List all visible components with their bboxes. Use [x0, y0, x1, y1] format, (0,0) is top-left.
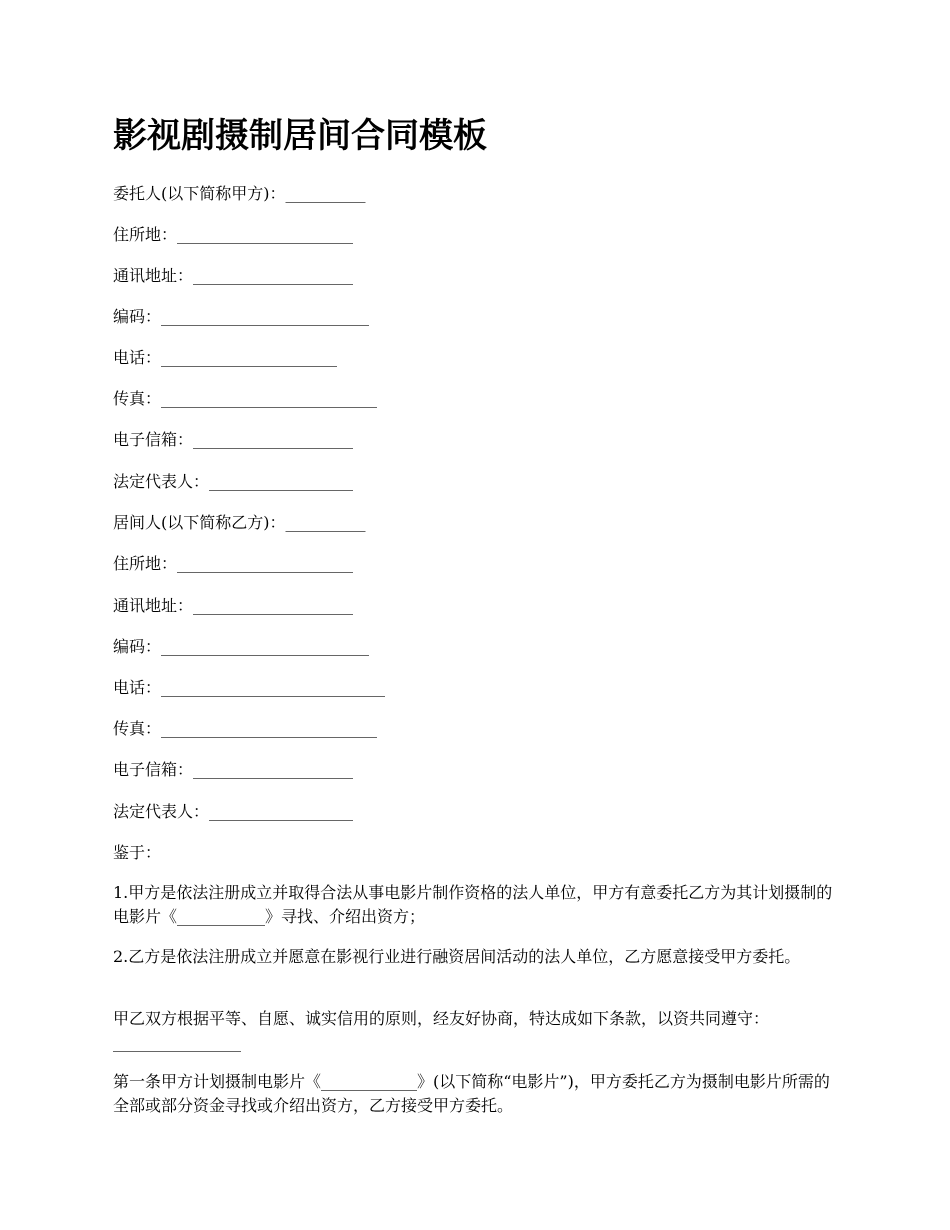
party-b-legal-rep: 法定代表人：__________________: [113, 802, 354, 821]
party-b-mail-address: 通讯地址：____________________: [113, 596, 354, 615]
party-b-postcode: 编码：__________________________: [113, 637, 370, 656]
whereas-paragraph-2: 2.乙方是依法注册成立并愿意在影视行业进行融资居间活动的法人单位，乙方愿意接受甲方委托。: [113, 947, 801, 966]
party-a-postcode: 编码：__________________________: [113, 307, 370, 326]
party-b-phone: 电话：____________________________: [113, 678, 386, 697]
party-b-intro: 居间人(以下简称乙方)：__________: [113, 513, 366, 532]
document-title: 影视剧摄制居间合同模板: [113, 116, 487, 156]
party-a-fax: 传真：___________________________: [113, 389, 378, 408]
whereas-paragraph-1: 1.甲方是依法注册成立并取得合法从事电影片制作资格的法人单位，甲方有意委托乙方为其计划摄制的电影片《___________》寻找、介绍出资方；: [113, 883, 833, 926]
party-a-address: 住所地：______________________: [113, 225, 354, 244]
party-b-fax: 传真：___________________________: [113, 719, 378, 738]
agreement-paragraph: 甲乙双方根据平等、自愿、诚实信用的原则，经友好协商，特达成如下条款，以资共同遵守：________________: [113, 1009, 770, 1052]
party-a-mail-address: 通讯地址：____________________: [113, 266, 354, 285]
party-a-phone: 电话：______________________: [113, 348, 338, 367]
party-b-email: 电子信箱：____________________: [113, 760, 354, 779]
whereas-label: 鉴于：: [113, 843, 162, 862]
party-a-email: 电子信箱：____________________: [113, 430, 354, 449]
party-a-legal-rep: 法定代表人：__________________: [113, 472, 354, 491]
party-b-address: 住所地：______________________: [113, 554, 354, 573]
article-1-paragraph: 第一条甲方计划摄制电影片《____________》(以下简称“电影片”)，甲方委托乙方为摄制电影片所需的全部或部分资金寻找或介绍出资方，乙方接受甲方委托。: [113, 1072, 830, 1115]
party-a-intro: 委托人(以下简称甲方)：__________: [113, 184, 366, 203]
